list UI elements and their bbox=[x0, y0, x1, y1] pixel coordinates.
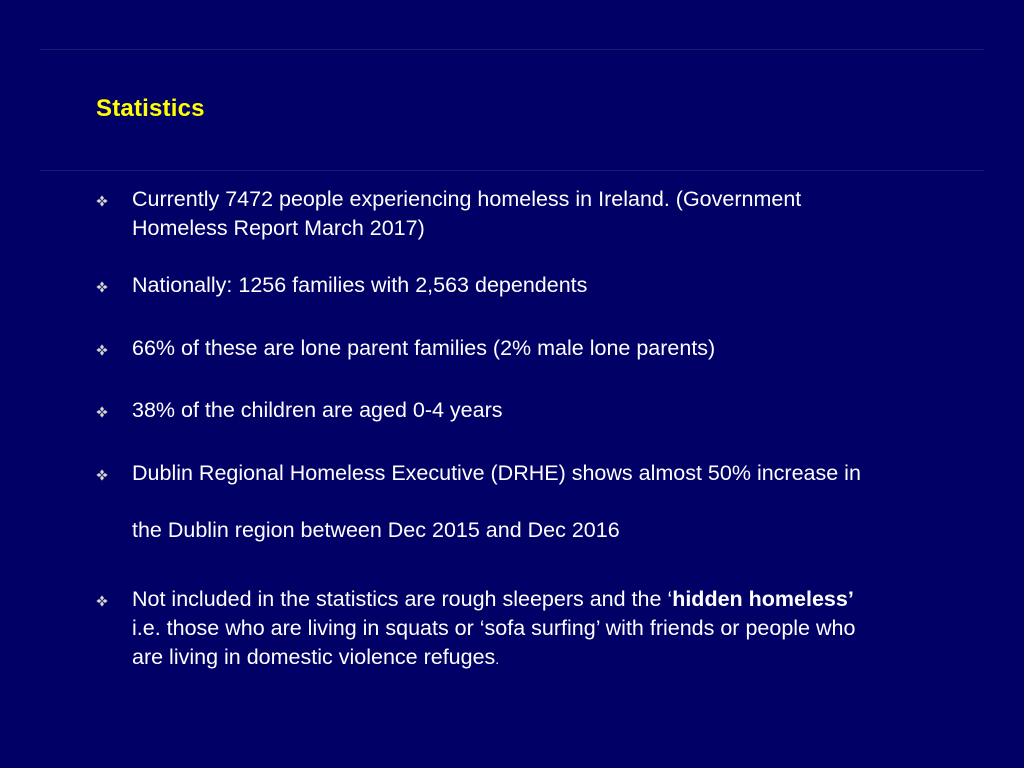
bullet-text: Nationally: 1256 families with 2,563 dependents bbox=[132, 273, 588, 297]
bullet-text: 38% of the children are aged 0-4 years bbox=[132, 398, 503, 422]
hidden-homeless-phrase: hidden homeless’ bbox=[672, 587, 854, 611]
diamond-bullet-icon bbox=[96, 195, 108, 207]
diamond-bullet-icon bbox=[96, 406, 108, 418]
bullet-text bbox=[132, 185, 972, 243]
bullet-line: Homeless Report March 2017) bbox=[132, 216, 425, 240]
bullet-line-end: . bbox=[495, 651, 500, 667]
diamond-bullet-icon bbox=[96, 344, 108, 356]
bullet-line: the Dublin region between Dec 2015 and Dec 2016 bbox=[132, 518, 620, 542]
diamond-bullet-icon bbox=[96, 595, 108, 607]
bullet-line: i.e. those who are living in squats or ‘sofa surfing’ with friends or people who bbox=[132, 616, 856, 640]
slide-title: Statistics bbox=[96, 95, 205, 122]
bullet-text bbox=[132, 445, 972, 559]
bullet-line: are living in domestic violence refuges bbox=[132, 645, 496, 669]
bullet-text: 66% of these are lone parent families (2% male lone parents) bbox=[132, 336, 716, 360]
bullet-line: Dublin Regional Homeless Executive (DRHE) shows almost 50% increase in bbox=[132, 461, 861, 485]
bullet-text bbox=[132, 585, 972, 674]
diamond-bullet-icon bbox=[96, 281, 108, 293]
bullet-line: Not included in the statistics are rough sleepers and the ‘ bbox=[132, 587, 673, 611]
bullet-line: Currently 7472 people experiencing homeless in Ireland. (Government bbox=[132, 187, 802, 211]
diamond-bullet-icon bbox=[96, 469, 108, 481]
